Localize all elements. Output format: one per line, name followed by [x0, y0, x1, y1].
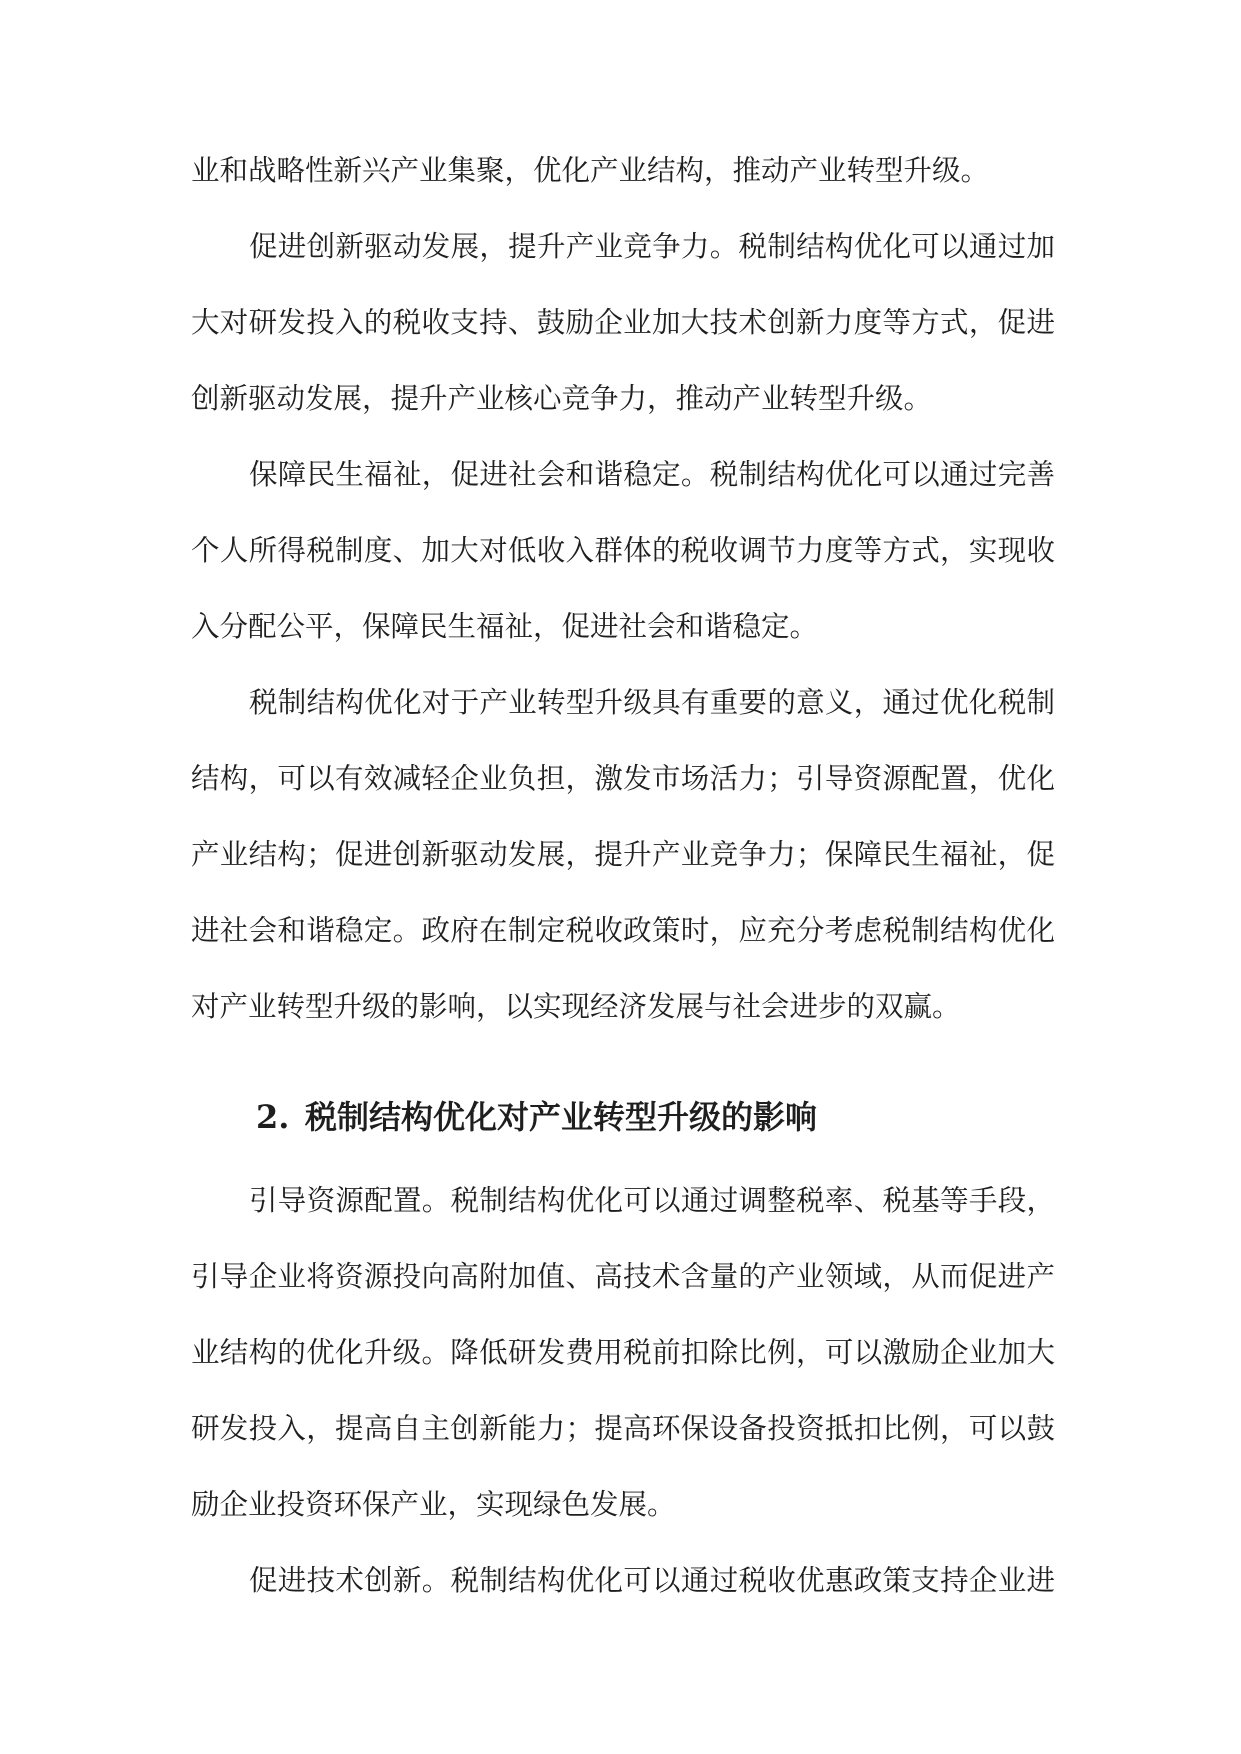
text-line: 促进创新驱动发展，提升产业竞争力。税制结构优化可以通过加 [249, 230, 1055, 263]
section-heading [191, 1079, 1055, 1155]
text-line: 结构，可以有效减轻企业负担，激发市场活力；引导资源配置，优化 [191, 762, 1055, 795]
text-line: 大对研发投入的税收支持、鼓励企业加大技术创新力度等方式，促进 [191, 306, 1055, 339]
paragraph [191, 437, 1055, 665]
text-line: 励企业投资环保产业，实现绿色发展。 [191, 1488, 676, 1521]
paragraph [191, 209, 1055, 437]
text-line: 入分配公平，保障民生福祉，促进社会和谐稳定。 [191, 610, 819, 643]
text-line: 业结构的优化升级。降低研发费用税前扣除比例，可以激励企业加大 [191, 1336, 1055, 1369]
text-line: 产业结构；促进创新驱动发展，提升产业竞争力；保障民生福祉，促 [191, 838, 1055, 871]
text-line: 对产业转型升级的影响，以实现经济发展与社会进步的双赢。 [191, 990, 961, 1023]
paragraph [191, 1543, 1055, 1619]
text-line: 税制结构优化对于产业转型升级具有重要的意义，通过优化税制 [249, 686, 1055, 719]
text-line: 促进技术创新。税制结构优化可以通过税收优惠政策支持企业进 [249, 1564, 1055, 1597]
text-line: 进社会和谐稳定。政府在制定税收政策时，应充分考虑税制结构优化 [191, 914, 1055, 947]
text-line: 个人所得税制度、加大对低收入群体的税收调节力度等方式，实现收 [191, 534, 1055, 567]
section-title: 税制结构优化对产业转型升级的影响 [305, 1098, 818, 1136]
paragraph [191, 665, 1055, 1045]
text-line: 引导资源配置。税制结构优化可以通过调整税率、税基等手段， [249, 1184, 1055, 1217]
section-number: 2. [256, 1098, 290, 1136]
text-line: 创新驱动发展，提升产业核心竞争力，推动产业转型升级。 [191, 382, 933, 415]
text-line: 研发投入，提高自主创新能力；提高环保设备投资抵扣比例，可以鼓 [191, 1412, 1055, 1445]
paragraph [191, 1163, 1055, 1543]
text-line: 引导企业将资源投向高附加值、高技术含量的产业领域，从而促进产 [191, 1260, 1055, 1293]
paragraph [191, 133, 1055, 209]
document-page [191, 133, 1055, 1619]
text-line: 保障民生福祉，促进社会和谐稳定。税制结构优化可以通过完善 [249, 458, 1055, 491]
text-line: 业和战略性新兴产业集聚，优化产业结构，推动产业转型升级。 [191, 154, 990, 187]
